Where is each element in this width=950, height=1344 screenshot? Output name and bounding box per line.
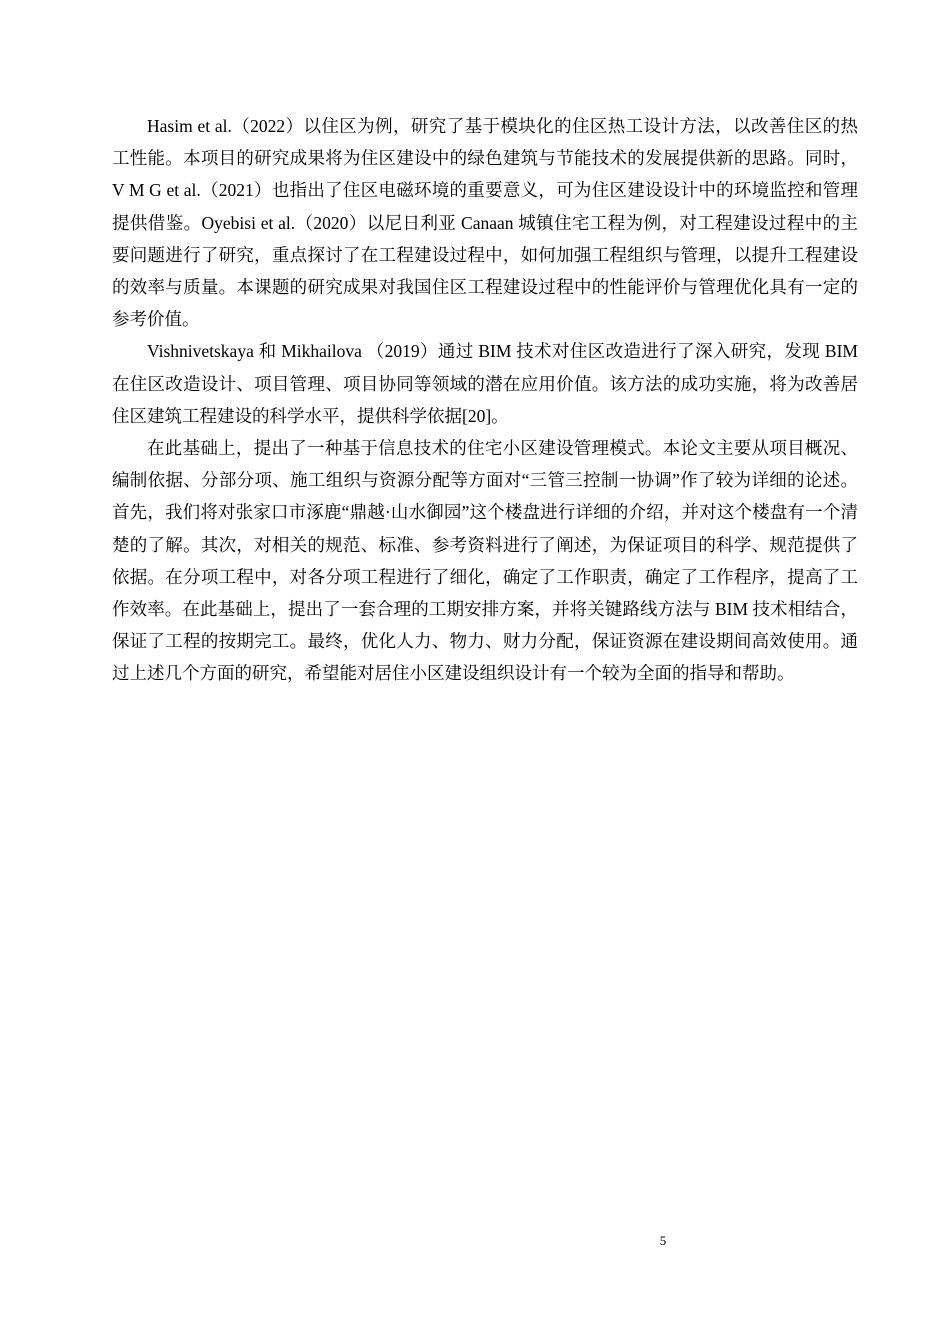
paragraph-bim-study: Vishnivetskaya 和 Mikhailova （2019）通过 BIM 技术对住区改造进行了深入研究，发现 BIM 在住区改造设计、项目管理、项目协同等领域的潜在应用价值。该方法的成功实施，将为改善居住区建筑工程建设的科学水平，提供科学依据[20]。 xyxy=(112,341,858,426)
paragraph-literature-review: Hasim et al.（2022）以住区为例，研究了基于模块化的住区热工设计方法，以改善住区的热工性能。本项目的研究成果将为住区建设中的绿色建筑与节能技术的发展提供新的思路。同时， V M G et al.（2021）也指出了住区电磁环境的重要意义，可为住区建设设计中的环境监控和管理提供借鉴。Oyebisi et al.（2020）以尼日利亚 Canaan 城镇住宅工程为例，对工程建设过程中的主要问题进行了研究，重点探讨了在工程建设过程中，如何加强工程组织与管理，以提升工程建设的效率与质量。本课题的研究成果对我国住区工程建设过程中的性能评价与管理优化具有一定的参考价值。 xyxy=(112,116,858,330)
body-text xyxy=(112,110,858,690)
page-number: 5 xyxy=(659,1233,667,1248)
paragraph-thesis-overview: 在此基础上，提出了一种基于信息技术的住宅小区建设管理模式。本论文主要从项目概况、编制依据、分部分项、施工组织与资源分配等方面对“三管三控制一协调”作了较为详细的论述。首先，我们将对张家口市涿鹿“鼎越·山水御园”这个楼盘进行详细的介绍，并对这个楼盘有一个清楚的了解。其次，对相关的规范、标准、参考资料进行了阐述，为保证项目的科学、规范提供了依据。在分项工程中，对各分项工程进行了细化，确定了工作职责，确定了工作程序，提高了工作效率。在此基础上，提出了一套合理的工期安排方案，并将关键路线方法与 BIM 技术相结合，保证了工程的按期完工。最终，优化人力、物力、财力分配，保证资源在建设期间高效使用。通过上述几个方面的研究，希望能对居住小区建设组织设计有一个较为全面的指导和帮助。 xyxy=(112,438,858,684)
